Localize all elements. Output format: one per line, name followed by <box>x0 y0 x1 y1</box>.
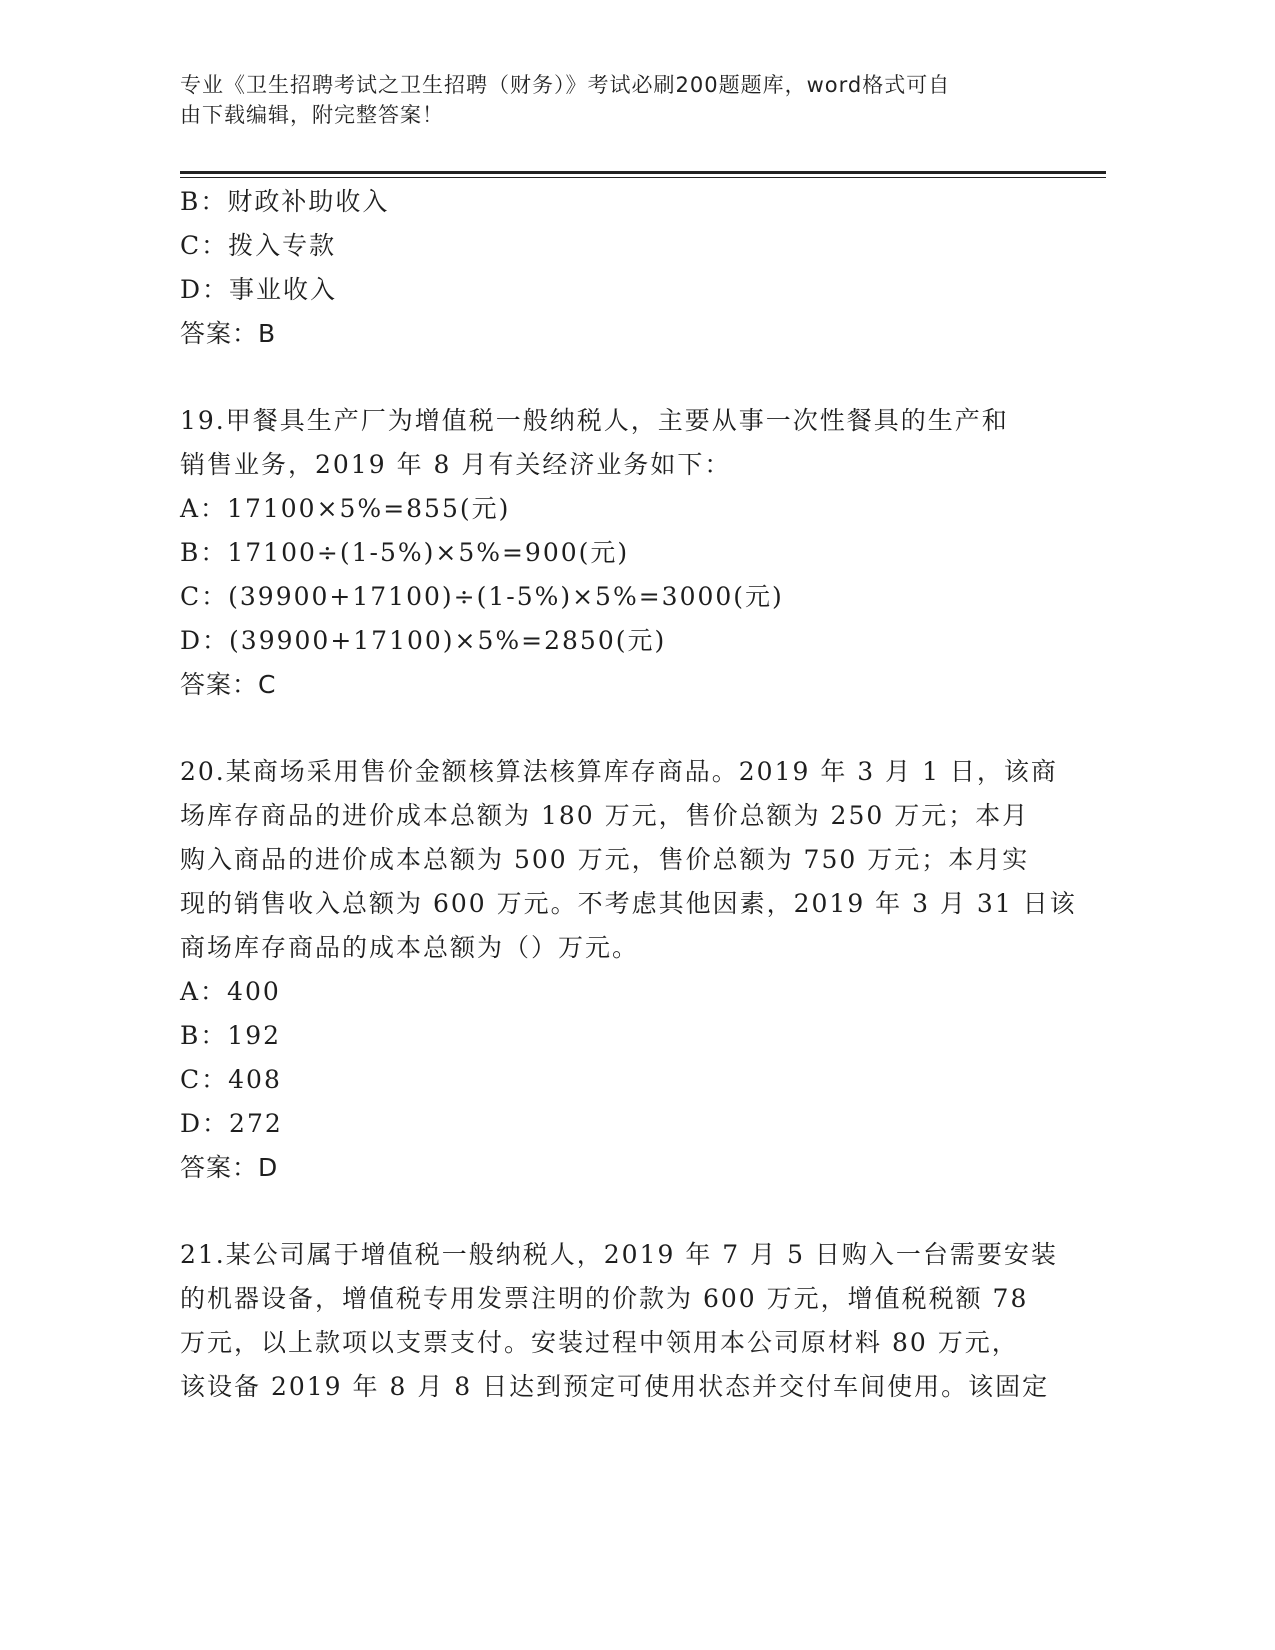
q20-stem-line-3: 购入商品的进价成本总额为 500 万元，售价总额为 750 万元；本月实 <box>180 845 1030 874</box>
q21-stem-line-2: 的机器设备，增值税专用发票注明的价款为 600 万元，增值税税额 78 <box>180 1284 1029 1313</box>
question-19 <box>180 399 1050 707</box>
q18-answer: 答案：B <box>180 319 277 348</box>
q18-option-b: B：财政补助收入 <box>180 187 390 216</box>
q20-option-a: A：400 <box>180 977 281 1006</box>
q20-stem-line-4: 现的销售收入总额为 600 万元。不考虑其他因素，2019 年 3 月 31 日该 <box>180 889 1077 918</box>
q18-option-d: D：事业收入 <box>180 275 338 304</box>
q20-option-b: B：192 <box>180 1021 282 1050</box>
q20-stem-line-1: 20.某商场采用售价金额核算法核算库存商品。2019 年 3 月 1 日，该商 <box>180 757 1058 786</box>
q19-stem-line-2: 销售业务，2019 年 8 月有关经济业务如下： <box>180 450 732 479</box>
q21-stem-line-3: 万元，以上款项以支票支付。安装过程中领用本公司原材料 80 万元， <box>180 1328 1019 1357</box>
question-21 <box>180 1233 1058 1409</box>
q19-option-b: B：17100÷(1-5%)×5%=900(元) <box>180 538 630 567</box>
q20-answer: 答案：D <box>180 1153 279 1182</box>
header-title-line-2: 由下载编辑，附完整答案！ <box>180 103 444 127</box>
q18-option-c: C：拨入专款 <box>180 231 337 260</box>
q20-stem-line-2: 场库存商品的进价成本总额为 180 万元，售价总额为 250 万元；本月 <box>180 801 1030 830</box>
q19-stem-line-1: 19.甲餐具生产厂为增值税一般纳税人，主要从事一次性餐具的生产和 <box>180 406 1009 435</box>
q21-stem-line-1: 21.某公司属于增值税一般纳税人，2019 年 7 月 5 日购入一台需要安装 <box>180 1240 1058 1269</box>
q21-stem-line-4: 该设备 2019 年 8 月 8 日达到预定可使用状态并交付车间使用。该固定 <box>180 1372 1050 1401</box>
question-20 <box>180 750 1077 1190</box>
header-title-line-1: 专业《卫生招聘考试之卫生招聘（财务）》考试必刷200题题库，word格式可自 <box>180 73 951 97</box>
q19-option-d: D：(39900+17100)×5%=2850(元) <box>180 626 667 655</box>
header-divider-thin <box>180 177 1106 178</box>
document-body <box>180 180 1077 1409</box>
q19-option-c: C：(39900+17100)÷(1-5%)×5%=3000(元) <box>180 582 784 611</box>
q19-option-a: A：17100×5%=855(元) <box>180 494 511 523</box>
q20-option-d: D：272 <box>180 1109 283 1138</box>
question-18 <box>180 180 1050 356</box>
q19-answer: 答案：C <box>180 670 277 699</box>
q20-option-c: C：408 <box>180 1065 282 1094</box>
header-divider-thick <box>180 171 1106 174</box>
document-header <box>180 70 1040 130</box>
q20-stem-line-5: 商场库存商品的成本总额为（）万元。 <box>180 933 640 962</box>
